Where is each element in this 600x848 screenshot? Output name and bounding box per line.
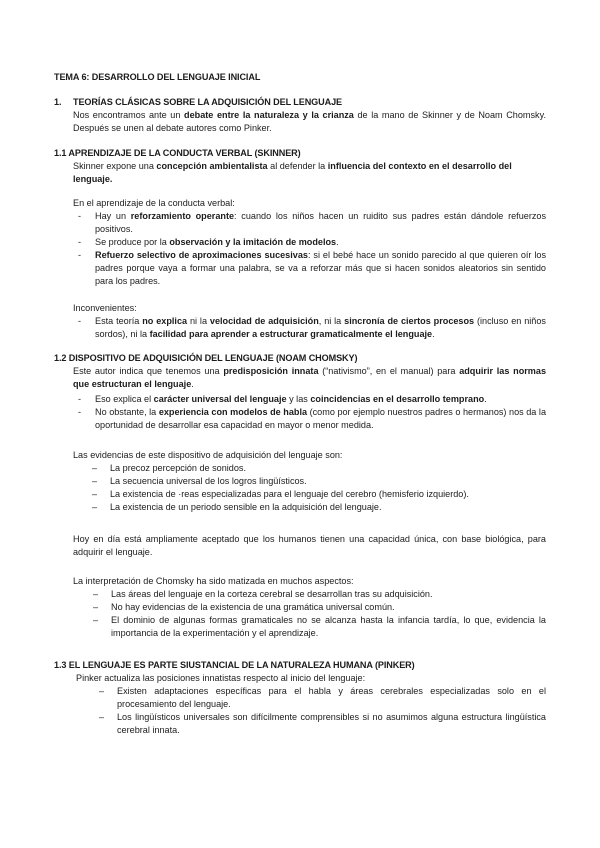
text-run: . [484, 394, 487, 404]
list-item [73, 406, 546, 432]
list-item [73, 393, 546, 406]
evidencias-intro: Las evidencias de este dispositivo de adquisición del lenguaje son: [73, 450, 343, 460]
bold-run: adquirir las normas que estructuran el lenguaje [73, 366, 546, 390]
interpretacion-intro: La interpretación de Chomsky ha sido matizada en muchos aspectos: [73, 576, 354, 586]
bold-run: coincidencias en el desarrollo temprano [310, 394, 485, 404]
list-item: – Los lingüísticos universales son difícilmente comprensibles si no asumimos alguna estructura lingüística cerebral innata. [99, 711, 546, 737]
text-run: , ni la [318, 316, 345, 326]
list-item: – No hay evidencias de la existencia de una gramática universal común. [93, 601, 546, 614]
bold-run: carácter universal del lenguaje [153, 394, 287, 404]
bold-run: influencia del contexto en el desarrollo del lenguaje. [73, 161, 512, 185]
bold-run: Refuerzo selectivo de aproximaciones sucesivas [95, 250, 308, 261]
list-item [73, 210, 546, 236]
section-1-2-list [73, 393, 546, 432]
text-run: Se produce por la [95, 237, 170, 248]
bold-run: experiencia con modelos de habla [158, 407, 308, 418]
text-run: Eso explica el [95, 394, 154, 404]
text-run: ni la [187, 316, 210, 326]
list-item [73, 249, 546, 288]
text-run: (“nativismo”, en el manual) para [318, 366, 460, 376]
list-item: – La existencia de un periodo sensible en la adquisición del lenguaje. [92, 501, 546, 514]
list-item: – Las áreas del lenguaje en la corteza cerebral se desarrollan tras su adquisición. [93, 588, 546, 601]
text-run: y las [286, 394, 311, 404]
section-1-3-list [99, 685, 546, 737]
bold-run: predisposición innata [223, 366, 319, 376]
section-1-1-title: 1.1 APRENDIZAJE DE LA CONDUCTA VERBAL (SKINNER) [54, 148, 301, 158]
section-1-heading [54, 96, 546, 109]
list-item: – La secuencia universal de los logros lingüísticos. [92, 475, 546, 488]
text-run: Skinner expone una [73, 161, 157, 171]
inconvenientes-label: Inconvenientes: [73, 303, 137, 313]
bold-run: no explica [142, 316, 188, 326]
text-run: : cuando los niños hacen un ruidito sus padres están dándole refuerzos positivos. [95, 211, 547, 235]
section-1-title: TEORÍAS CLÁSICAS SOBRE LA ADQUISICIÓN DEL LENGUAJE [73, 97, 343, 107]
text-run: Este autor indica que tenemos una [73, 366, 224, 376]
text-run: (incluso en niños sordos), ni la [95, 316, 546, 340]
section-1-2-title: 1.2 DISPOSITIVO DE ADQUISICIÓN DEL LENGUAJE (NOAM CHOMSKY) [54, 353, 358, 363]
interpretacion-list [93, 588, 546, 640]
text-run: al defender la [267, 161, 328, 171]
bold-run: velocidad de adquisición [209, 316, 319, 326]
bold-run: concepción ambientalista [156, 161, 268, 171]
list-item [73, 315, 546, 341]
bold-run: sincronía de ciertos procesos [344, 316, 475, 326]
section-1-1-paragraph [73, 160, 546, 186]
list-item: – El dominio de algunas formas gramaticales no se alcanza hasta la infancia tardía, lo que, evidencia la importancia de la experimentación y el aprendizaje. [93, 614, 546, 640]
bold-run: debate entre la naturaleza y la crianza [184, 110, 354, 120]
section-1-1-list-intro: En el aprendizaje de la conducta verbal: [73, 198, 235, 208]
text-run: No obstante, la [95, 407, 159, 418]
list-item: – La precoz percepción de sonidos. [92, 462, 546, 475]
text-run: de la mano de Skinner y de Noam Chomsky. Después se unen al debate autores como Pinker. [73, 110, 546, 134]
text-run: . [191, 379, 194, 390]
tema-title: TEMA 6: DESARROLLO DEL LENGUAJE INICIAL [54, 72, 261, 82]
list-item: – La existencia de ·reas especializadas para el lenguaje del cerebro (hemisferio izquierdo). [92, 488, 546, 501]
section-1-number: 1. [54, 97, 62, 107]
section-1-3-title: 1.3 EL LENGUAJE ES PARTE SIUSTANCIAL DE LA NATURALEZA HUMANA (PINKER) [54, 660, 415, 670]
bold-run: facilidad para aprender a estructurar gramaticalmente el lenguaje [149, 329, 433, 340]
section-1-1-list [73, 210, 546, 289]
section-1-3-intro: Pinker actualiza las posiciones innatistas respecto al inicio del lenguaje: [76, 673, 366, 683]
bold-run: reforzamiento operante [130, 211, 235, 221]
text-run: . [432, 329, 435, 340]
section-1-2-paragraph [73, 365, 546, 391]
bold-run: observación y la imitación de modelos [169, 237, 337, 248]
inconvenientes-list [73, 315, 546, 341]
text-run: Hay un [95, 211, 131, 221]
text-run: Nos encontramos ante un [73, 110, 185, 120]
section-1-paragraph [73, 109, 546, 135]
list-item [73, 236, 546, 249]
text-run: Esta teoría [95, 316, 143, 326]
text-run: . [336, 237, 339, 248]
evidencias-list [92, 462, 546, 514]
list-item: – Existen adaptaciones específicas para el habla y áreas cerebrales especializadas solo en el procesamiento del lenguaje. [99, 685, 546, 711]
text-run: : si el bebé hace un sonido parecido al que quieren oír los padres porque vaya a formar una palabra, se va a reforzar más que si hacen sonidos aleatorios sin sentido para los padres. [95, 250, 547, 287]
text-run: (como por ejemplo nuestros padres o hermanos) nos da la oportunidad de desarrollar esa capacidad en mayor o menor medida. [95, 407, 546, 431]
hoy-paragraph: Hoy en día está ampliamente aceptado que los humanos tienen una capacidad única, con base biológica, para adquirir el lenguaje. [73, 534, 546, 558]
